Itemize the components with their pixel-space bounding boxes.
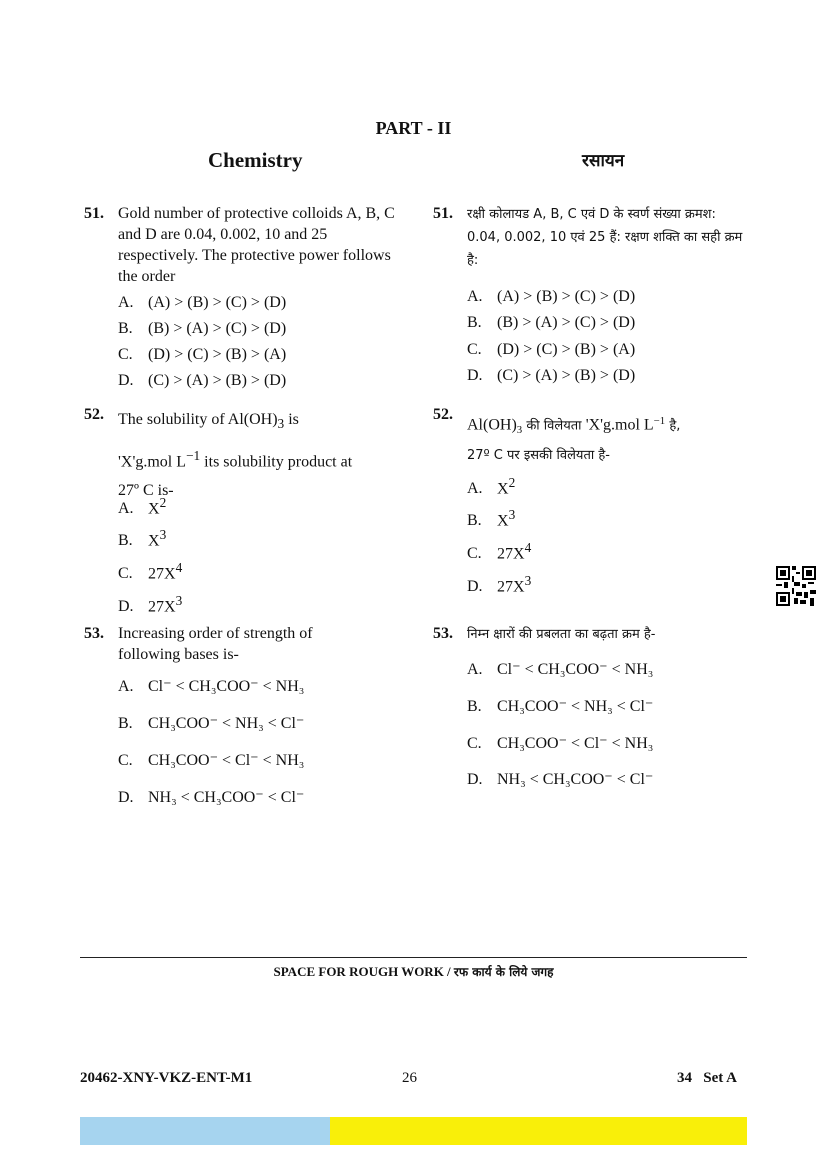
option-c: C. CH₃COO⁻ < Cl⁻ < NH₃ [467, 735, 654, 752]
option-c: C. $27X^4$ [467, 540, 532, 563]
question-53-en [84, 623, 414, 806]
footer-blue-bar [80, 1117, 330, 1145]
question-text: The solubility of $Al(OH)_3$ is 'X'g.mol $L^{-1}$ its solubility product at 27º C is- [118, 411, 353, 499]
question-52-en [84, 404, 414, 616]
set-label: 34 Set A [677, 1070, 737, 1086]
question-text: Increasing order of strength of following bases is- [118, 625, 313, 663]
question-text: निम्न क्षारों की प्रबलता का बढ़ता क्रम है- [467, 627, 656, 642]
option-b: B. CH₃COO⁻ < NH₃ < Cl⁻ [467, 698, 654, 715]
question-number: 52. [84, 406, 104, 423]
question-text: $Al(OH)_3$ की विलेयता 'X'g.mol $L^{-1}$ है, 27º C पर इसकी विलेयता है- [467, 415, 681, 463]
question-51-hi [433, 203, 763, 384]
option-a: A. (A) > (B) > (C) > (D) [118, 294, 287, 311]
option-c: C. $27X^4$ [118, 560, 183, 583]
option-a: A. $X^2$ [118, 495, 167, 518]
option-a: A. (A) > (B) > (C) > (D) [467, 288, 636, 305]
english-column [84, 203, 414, 823]
subject-title-english: Chemistry [208, 148, 303, 172]
option-b: B. CH₃COO⁻ < NH₃ < Cl⁻ [118, 715, 305, 732]
option-d: D. $27X^3$ [118, 593, 183, 616]
question-number: 51. [84, 205, 104, 222]
option-c: C. CH₃COO⁻ < Cl⁻ < NH₃ [118, 752, 305, 769]
question-number: 51. [433, 205, 453, 222]
option-b: B. $X^3$ [118, 527, 167, 550]
question-text: रक्षी कोलायड A, B, C एवं D के स्वर्ण संख्या क्रमश: 0.04, 0.002, 10 एवं 25 हैं: रक्षण शक्ति का सही क्रम है: [467, 207, 743, 268]
option-b: B. (B) > (A) > (C) > (D) [467, 314, 636, 331]
option-b: B. $X^3$ [467, 507, 516, 530]
option-a: A. Cl⁻ < CH₃COO⁻ < NH₃ [467, 661, 654, 678]
subject-title-hindi: रसायन [582, 151, 625, 171]
option-d: D. (C) > (A) > (B) > (D) [118, 372, 287, 389]
question-51-en [84, 203, 414, 389]
question-52-hi [433, 404, 763, 596]
rough-work-label: SPACE FOR ROUGH WORK / रफ कार्य के लिये जगह [273, 964, 554, 979]
part-title: PART - II [375, 118, 452, 138]
footer-yellow-bar [330, 1117, 747, 1145]
qr-code-icon [776, 566, 816, 606]
question-number: 53. [84, 625, 104, 642]
question-53-hi [433, 623, 763, 788]
paper-code: 20462-XNY-VKZ-ENT-M1 [80, 1070, 253, 1086]
option-a: A. Cl⁻ < CH₃COO⁻ < NH₃ [118, 678, 305, 695]
option-b: B. (B) > (A) > (C) > (D) [118, 320, 287, 337]
question-text: Gold number of protective colloids A, B, C and D are 0.04, 0.002, 10 and 25 respectively. The protective power follows the order [118, 205, 395, 285]
option-d: D. NH₃ < CH₃COO⁻ < Cl⁻ [467, 771, 654, 788]
option-c: C. (D) > (C) > (B) > (A) [118, 346, 287, 363]
divider-line [80, 957, 747, 958]
page-number: 26 [402, 1070, 417, 1086]
question-number: 53. [433, 625, 453, 642]
option-d: D. NH₃ < CH₃COO⁻ < Cl⁻ [118, 789, 305, 806]
question-number: 52. [433, 406, 453, 423]
option-a: A. $X^2$ [467, 475, 516, 498]
option-d: D. (C) > (A) > (B) > (D) [467, 367, 636, 384]
hindi-column [433, 203, 763, 823]
option-d: D. $27X^3$ [467, 573, 532, 596]
option-c: C. (D) > (C) > (B) > (A) [467, 341, 636, 358]
